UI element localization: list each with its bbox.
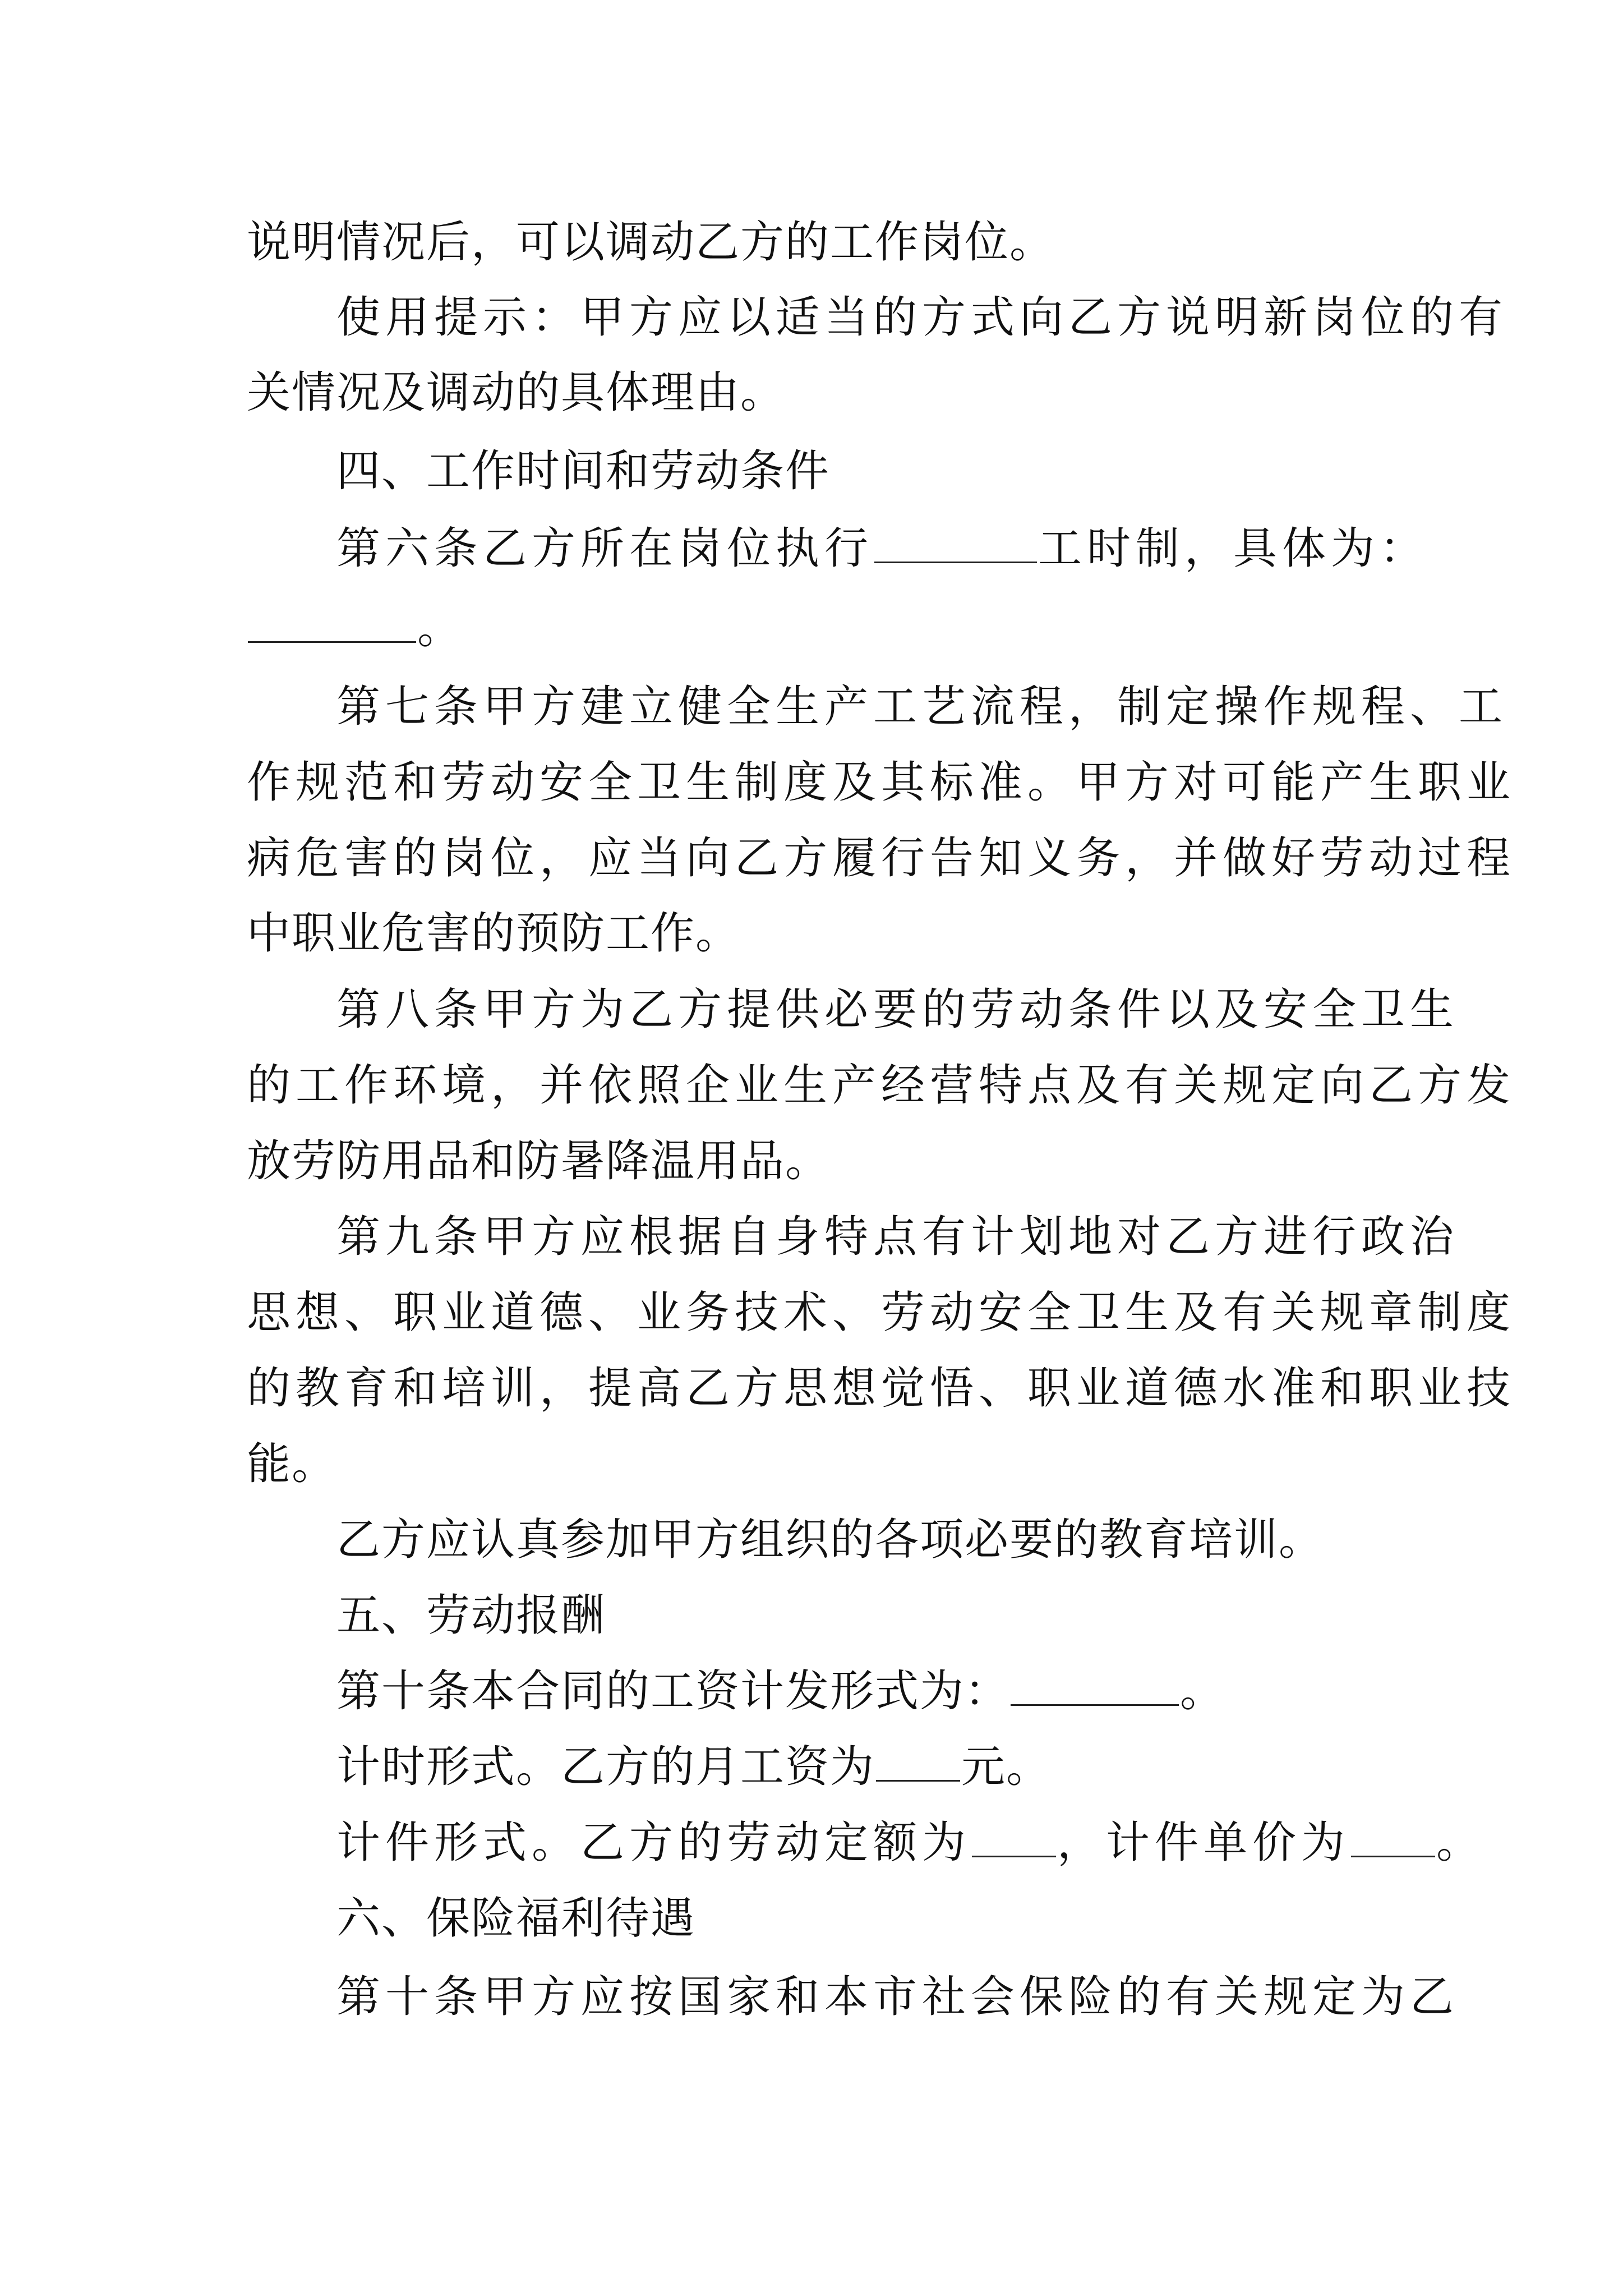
text-line <box>247 214 1054 270</box>
usage-tip-paragraph <box>336 289 1507 346</box>
text-line <box>247 830 1515 886</box>
line-text: 的教育和培训，提高乙方思想觉悟、职业道德水准和职业技 <box>247 1363 1516 1414</box>
line-text: 能。 <box>247 1439 337 1489</box>
heading-text: 四、工作时间和劳动条件 <box>336 446 831 496</box>
line-text: 第九条甲方应根据自身特点有计划地对乙方进行政治 <box>336 1212 1459 1262</box>
line-text: 计件形式。乙方的劳动定额为 <box>336 1818 971 1868</box>
line-text: 。 <box>1436 1818 1486 1868</box>
section-heading-5 <box>336 1588 606 1644</box>
fill-in-blank[interactable] <box>876 1744 960 1782</box>
line-text: 元。 <box>961 1742 1052 1792</box>
heading-text: 六、保险福利待遇 <box>336 1893 696 1944</box>
line-text: 计时形式。乙方的月工资为 <box>336 1742 875 1792</box>
text-line <box>247 1133 830 1189</box>
fill-in-blank[interactable] <box>248 605 416 643</box>
line-text: 第十条本合同的工资计发形式为： <box>336 1666 1010 1717</box>
line-text: 工时制，具体为： <box>1038 523 1429 574</box>
fill-in-blank[interactable] <box>972 1820 1056 1857</box>
heading-text: 五、劳动报酬 <box>336 1590 606 1641</box>
article-9-line <box>336 1209 1459 1265</box>
section-heading-4 <box>336 443 830 499</box>
line-text: 说明情况后，可以调动乙方的工作岗位。 <box>247 217 1055 268</box>
text-line <box>247 1436 336 1492</box>
line-text: 。 <box>1180 1666 1225 1717</box>
text-line <box>247 365 785 421</box>
line-text: 使用提示：甲方应以适当的方式向乙方说明新岗位的有 <box>336 292 1508 343</box>
article-7-line <box>336 679 1507 735</box>
time-based-pay-line <box>336 1739 1051 1795</box>
line-text: ，计件单价为 <box>1057 1818 1350 1868</box>
line-text: 第六条乙方所在岗位执行 <box>336 523 874 574</box>
text-line <box>247 905 740 961</box>
line-text: 作规范和劳动安全卫生制度及其标准。甲方对可能产生职业 <box>247 757 1516 808</box>
piece-rate-line <box>336 1815 1485 1871</box>
article-10-line <box>336 1663 1225 1719</box>
text-line <box>247 1360 1515 1416</box>
line-text: 中职业危害的预防工作。 <box>247 908 741 959</box>
text-line <box>247 754 1515 811</box>
line-text: 放劳防用品和防暑降温用品。 <box>247 1136 831 1186</box>
fill-in-blank[interactable] <box>1351 1820 1435 1857</box>
article-6-line <box>336 521 1428 577</box>
line-text: 第十条甲方应按国家和本市社会保险的有关规定为乙 <box>336 1972 1459 2022</box>
line-text: 乙方应认真参加甲方组织的各项必要的教育培训。 <box>336 1515 1324 1565</box>
fill-in-blank[interactable] <box>1011 1668 1179 1706</box>
text-line <box>247 600 462 656</box>
section-heading-6 <box>336 1890 695 1947</box>
article-8-line <box>336 982 1459 1038</box>
line-text: 。 <box>417 603 463 654</box>
text-line <box>247 1285 1515 1341</box>
article-insurance-line <box>336 1969 1459 2025</box>
text-line <box>336 1512 1324 1568</box>
line-text: 关情况及调动的具体理由。 <box>247 367 786 418</box>
line-text: 的工作环境，并依照企业生产经营特点及有关规定向乙方发 <box>247 1060 1516 1111</box>
line-text: 第七条甲方建立健全生产工艺流程，制定操作规程、工 <box>336 682 1508 732</box>
line-text: 思想、职业道德、业务技术、劳动安全卫生及有关规章制度 <box>247 1287 1516 1338</box>
line-text: 第八条甲方为乙方提供必要的劳动条件以及安全卫生 <box>336 984 1459 1035</box>
text-line <box>247 1057 1515 1114</box>
line-text: 病危害的岗位，应当向乙方履行告知义务，并做好劳动过程 <box>247 833 1516 884</box>
fill-in-blank[interactable] <box>874 526 1037 563</box>
